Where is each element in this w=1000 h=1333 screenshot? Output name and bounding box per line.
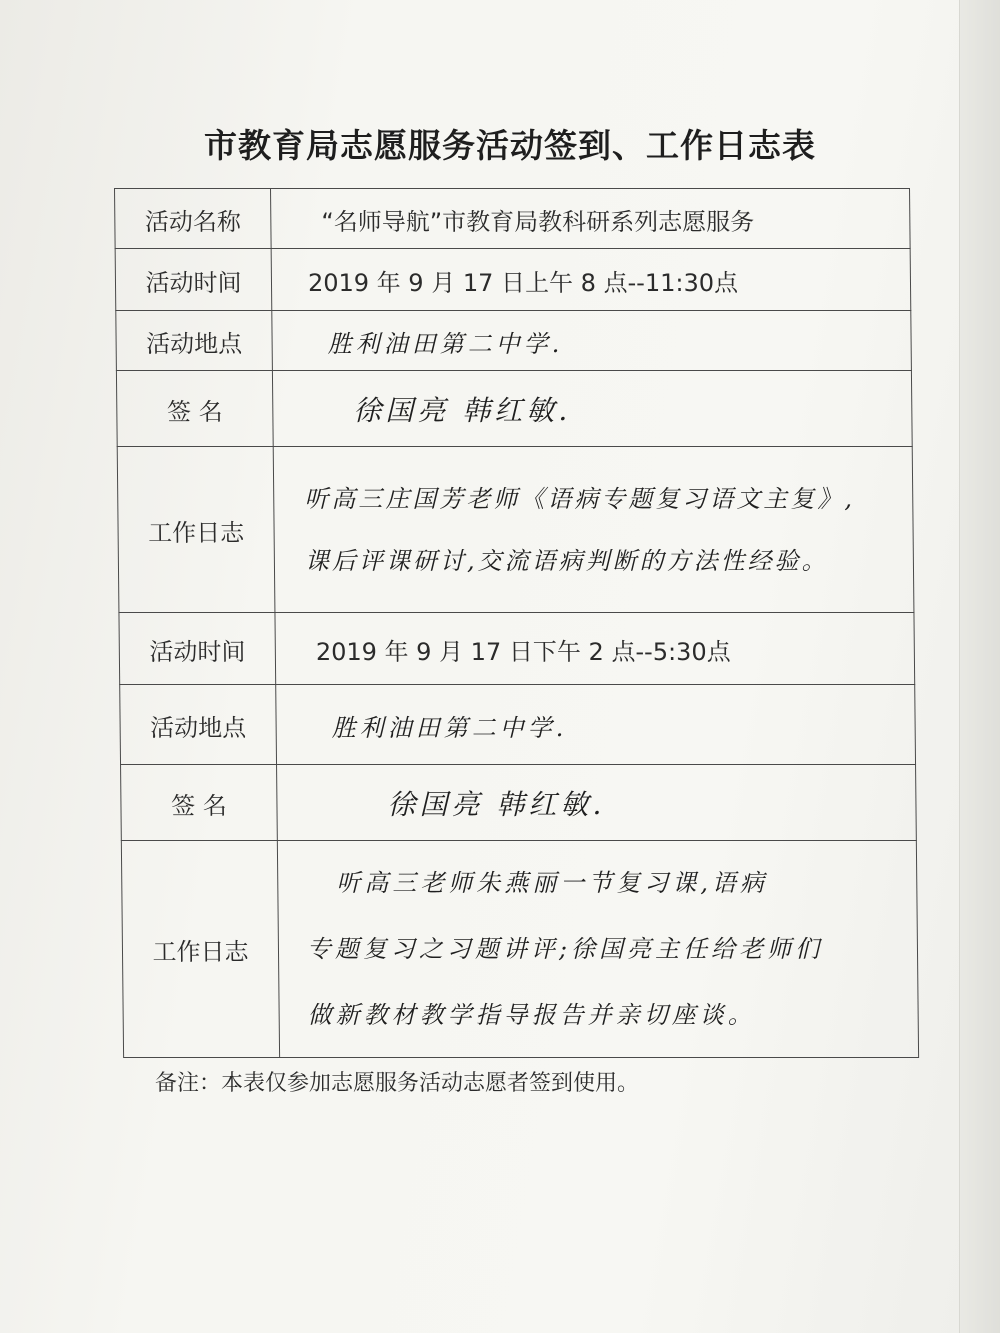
- session1-log-line: 课后评课研讨,交流语病判断的方法性经验。: [304, 547, 829, 575]
- session2-place-cell: [276, 685, 916, 765]
- row-session2-log: [121, 840, 919, 1058]
- row-session1-time: [115, 248, 912, 311]
- row-session1-place: [115, 310, 912, 371]
- handwritten-session2-place: 胜利油田第二中学.: [331, 713, 568, 742]
- row-session2-time: [118, 612, 915, 685]
- session1-log-line: 听高三庄国芳老师《语病专题复习语文主复》,: [304, 485, 856, 513]
- session1-time-cell: [272, 249, 912, 311]
- label-session1-log: 工作日志: [117, 447, 276, 613]
- label-session2-place: 活动地点: [119, 685, 277, 765]
- page-edge: [959, 0, 1000, 1333]
- handwritten-session2-log: [278, 850, 824, 1048]
- label-session1-time: 活动时间: [115, 249, 273, 311]
- document-title: 市教育局志愿服务活动签到、工作日志表: [204, 126, 816, 165]
- label-session1-place: 活动地点: [115, 311, 273, 371]
- session2-log-line: 专题复习之习题讲评;徐国亮主任给老师们: [306, 935, 824, 963]
- session2-sign-cell: [277, 765, 917, 841]
- label-session2-log: 工作日志: [121, 841, 280, 1057]
- row-activity-name: [114, 188, 911, 249]
- session1-log-cell: [274, 447, 915, 613]
- value-activity-name: “名师导航”市教育局教科研系列志愿服务: [321, 207, 755, 236]
- session2-log-line: 听高三老师朱燕丽一节复习课,语病: [336, 869, 769, 897]
- footnote: 备注：本表仅参加志愿服务活动志愿者签到使用。: [155, 1071, 640, 1096]
- handwritten-session1-log: [274, 468, 856, 592]
- signin-log-form: [114, 188, 919, 1056]
- value-session1-time: 2019 年 9 月 17 日上午 8 点--11:30点: [307, 268, 739, 297]
- label-activity-name: 活动名称: [114, 189, 272, 249]
- label-session2-sign: 签 名: [120, 765, 278, 841]
- session2-log-cell: [278, 841, 919, 1057]
- value-activity-name-cell: [271, 189, 911, 249]
- session1-sign-cell: [273, 371, 913, 447]
- handwritten-session1-signatures: 徐国亮 韩红敏.: [353, 394, 572, 427]
- label-session1-sign: 签 名: [116, 371, 274, 447]
- row-session1-log: [117, 446, 915, 613]
- row-session2-sign: [120, 764, 917, 841]
- session2-time-cell: [275, 613, 915, 685]
- row-session1-sign: [116, 370, 913, 447]
- label-session2-time: 活动时间: [118, 613, 276, 685]
- session2-log-line: 做新教材教学指导报告并亲切座谈。: [307, 1001, 756, 1029]
- handwritten-session2-signatures: 徐国亮 韩红敏.: [387, 788, 606, 821]
- value-session2-time: 2019 年 9 月 17 日下午 2 点--5:30点: [315, 637, 731, 666]
- session1-place-cell: [272, 311, 912, 371]
- row-session2-place: [119, 684, 916, 765]
- handwritten-session1-place: 胜利油田第二中学.: [327, 329, 564, 358]
